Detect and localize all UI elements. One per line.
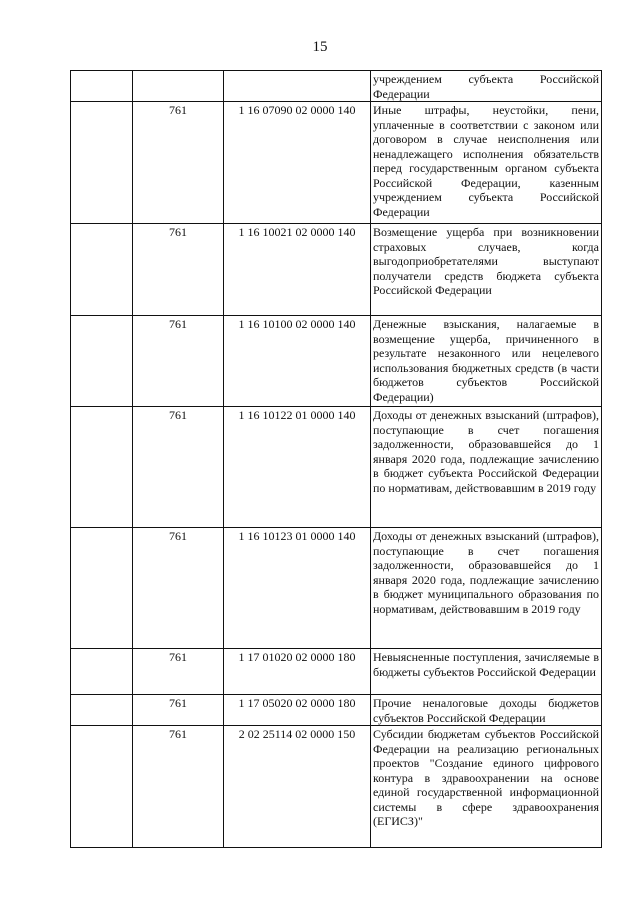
kbk-code-cell xyxy=(224,71,371,102)
admin-code-cell: 761 xyxy=(133,695,224,726)
page-number: 15 xyxy=(312,39,328,55)
table-row xyxy=(71,316,602,407)
kbk-code-cell: 1 17 05020 02 0000 180 xyxy=(224,695,371,726)
admin-code-cell: 761 xyxy=(133,528,224,649)
table-row xyxy=(71,726,602,848)
description-cell: Невыясненные поступления, зачисляемые в бюджеты субъектов Российской Федерации xyxy=(371,649,602,695)
revenue-codes-table xyxy=(70,70,602,848)
description-cell: Доходы от денежных взысканий (штрафов), поступающие в счет погашения задолженности, образовавшейся до 1 января 2020 года, подлежащие зачислению в бюджет субъекта Российской Федерации по нормативам, действовавшим в 2019 году xyxy=(371,407,602,528)
admin-code-cell xyxy=(133,71,224,102)
table-row xyxy=(71,649,602,695)
empty-cell xyxy=(71,102,133,224)
admin-code-cell: 761 xyxy=(133,102,224,224)
kbk-code-cell: 1 16 07090 02 0000 140 xyxy=(224,102,371,224)
empty-cell xyxy=(71,224,133,316)
kbk-code-cell: 1 16 10100 02 0000 140 xyxy=(224,316,371,407)
admin-code-cell: 761 xyxy=(133,316,224,407)
table-row xyxy=(71,695,602,726)
kbk-code-cell: 1 17 01020 02 0000 180 xyxy=(224,649,371,695)
description-cell: Прочие неналоговые доходы бюджетов субъектов Российской Федерации xyxy=(371,695,602,726)
description-cell: Денежные взыскания, налагаемые в возмещение ущерба, причиненного в результате незаконного или нецелевого использования бюджетных средств (в части бюджетов субъектов Российской Федерации) xyxy=(371,316,602,407)
empty-cell xyxy=(71,528,133,649)
empty-cell xyxy=(71,726,133,848)
empty-cell xyxy=(71,407,133,528)
admin-code-cell: 761 xyxy=(133,649,224,695)
admin-code-cell: 761 xyxy=(133,407,224,528)
kbk-code-cell: 1 16 10123 01 0000 140 xyxy=(224,528,371,649)
description-cell: Иные штрафы, неустойки, пени, уплаченные в соответствии с законом или договором в случае неисполнения или ненадлежащего исполнения обязательств перед государственным органом субъекта Российской Федерации, казенным учреждением субъекта Российской Федерации xyxy=(371,102,602,224)
table-row xyxy=(71,528,602,649)
kbk-code-cell: 1 16 10021 02 0000 140 xyxy=(224,224,371,316)
empty-cell xyxy=(71,316,133,407)
admin-code-cell: 761 xyxy=(133,726,224,848)
description-cell: Возмещение ущерба при возникновении страховых случаев, когда выгодоприобретателями выступают получатели средств бюджета субъекта Российской Федерации xyxy=(371,224,602,316)
table-row xyxy=(71,102,602,224)
empty-cell xyxy=(71,649,133,695)
admin-code-cell: 761 xyxy=(133,224,224,316)
description-cell: Субсидии бюджетам субъектов Российской Федерации на реализацию региональных проектов "Создание единого цифрового контура в здравоохранении на основе единой государственной информационной системы в сфере здравоохранения (ЕГИСЗ)" xyxy=(371,726,602,848)
empty-cell xyxy=(71,695,133,726)
table-row xyxy=(71,224,602,316)
description-cell: учреждением субъекта Российской Федерации xyxy=(371,71,602,102)
kbk-code-cell: 2 02 25114 02 0000 150 xyxy=(224,726,371,848)
table-row xyxy=(71,71,602,102)
description-cell: Доходы от денежных взысканий (штрафов), поступающие в счет погашения задолженности, образовавшейся до 1 января 2020 года, подлежащие зачислению в бюджет муниципального образования по нормативам, действовавшим в 2019 году xyxy=(371,528,602,649)
kbk-code-cell: 1 16 10122 01 0000 140 xyxy=(224,407,371,528)
empty-cell xyxy=(71,71,133,102)
table-row xyxy=(71,407,602,528)
